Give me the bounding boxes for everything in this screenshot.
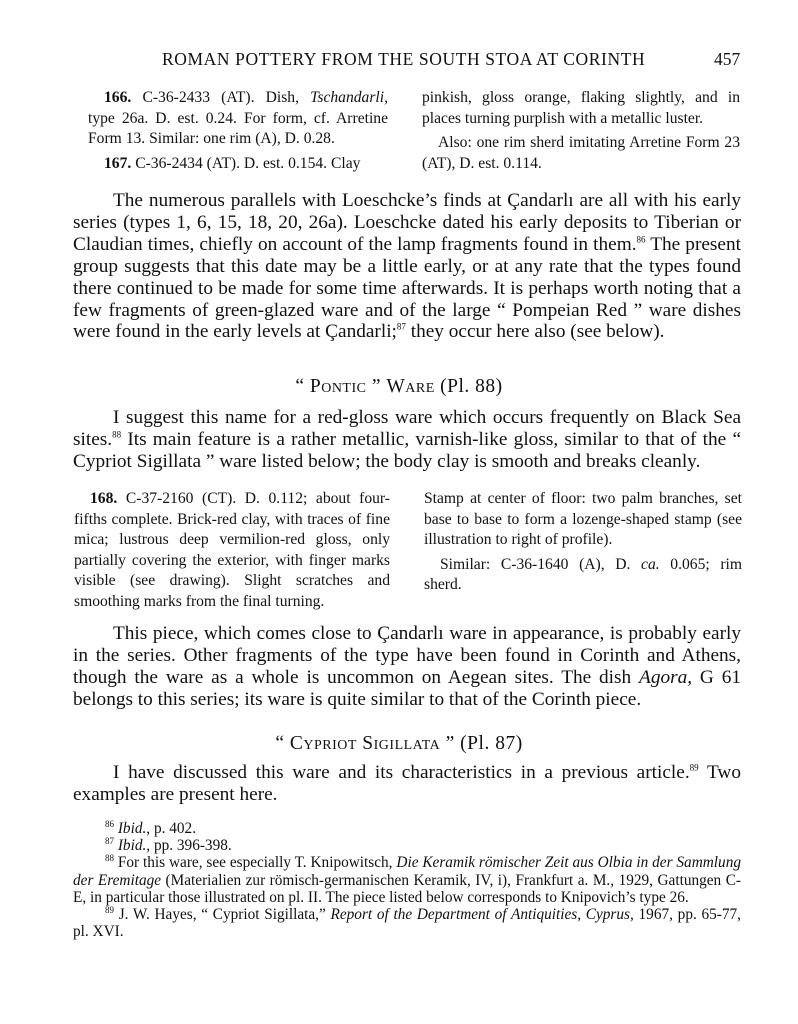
paragraph-2: I suggest this name for a red-gloss ware which occurs frequently on Black Sea sites.$^{88}$ Its main feature is a rather metallic, varnish-like gloss, similar to that of the “ Cypriot Sigillata ” ware listed below; the body clay is smooth and breaks cleanly. — [73, 407, 741, 472]
paragraph-3: This piece, which comes close to Çandarlı ware in appearance, is probably early in the series. Other fragments of the type have been found in Corinth and Athens, though the ware as a whole is uncommon on Aegean sites. The dish Agora, G 61 belongs to this series; its ware is quite similar to that of the Corinth piece. — [73, 623, 741, 710]
catalog-entry-166: 166. C-36-2433 (AT). Dish, Tschandarli, type 26a. D. est. 0.24. For form, cf. Arretine Form 13. Similar: one rim (A), D. 0.28. — [88, 89, 388, 148]
paragraph-4: I have discussed this ware and its characteristics in a previous article.$^{89}$ Two examples are present here. — [73, 762, 741, 805]
stamp-description: Stamp at center of floor: two palm branches, set base to base to form a lozenge-shaped stamp (see illustration to right of profile). — [424, 490, 742, 549]
section-heading-cypriot-sigillata: “ Cypriot Sigillata ” (Pl. 87) — [275, 733, 523, 754]
section-heading-pontic-ware: “ Pontic ” Ware (Pl. 88) — [295, 376, 503, 397]
footnote-ref-89: 89 — [689, 762, 699, 773]
footnote-88: $^{88}$ For this ware, see especially T. Knipowitsch, Die Keramik römischer Zeit aus Olbia in der Sammlung der Eremitage (Materialien zur römisch-germanischen Keramik, IV, i), Frankfurt a. M., 1929, Gattungen C-E, in particular those illustrated on pl. II. The piece listed below corresponds to Knipovich’s type 26. — [73, 853, 741, 906]
page-number: 457 — [714, 49, 741, 69]
catalog-entry-167-cont: pinkish, gloss orange, flaking slightly, and in places turning purplish with a metallic luster. — [422, 89, 740, 127]
running-title: ROMAN POTTERY FROM THE SOUTH STOA AT CORINTH — [162, 49, 646, 69]
catalog-entry-167: 167. C-36-2434 (AT). D. est. 0.154. Clay — [104, 154, 361, 172]
catalog-entry-168: 168. C-37-2160 (CT). D. 0.112; about four-fifths complete. Brick-red clay, with traces of fine mica; lustrous deep vermilion-red gloss, only partially covering the exterior, with finger marks visible (see drawing). Slight scratches and smoothing marks from the final turning. — [74, 490, 390, 610]
footnote-89: $^{89}$ J. W. Hayes, “ Cypriot Sigillata,” Report of the Department of Antiquities, Cyprus, 1967, pp. 65-77, pl. XVI. — [73, 904, 742, 941]
footnotes — [73, 820, 741, 940]
footnote-86: $^{86}$ Ibid., p. 402. — [105, 818, 197, 837]
running-header — [0, 49, 798, 73]
paragraph-1: The numerous parallels with Loeschcke’s finds at Çandarlı are all with his early series (types 1, 6, 15, 18, 20, 26a). Loeschcke dated his early deposits to Tiberian or Claudian times, chiefly on account of the lamp fragments found in them.$^{86}$ The present group suggests that this date may be a little early, or at any rate that the types found there continued to be made for some time afterwards. It is perhaps worth noting that a few fragments of green-glazed ware and of the large “ Pompeian Red ” ware dishes were found in the early levels at Çandarli;$^{87}$ they occur here also (see below). — [73, 190, 741, 343]
footnote-ref-88: 88 — [112, 429, 122, 440]
catalog-similar: Similar: C-36-1640 (A), D. ca. 0.065; rim sherd. — [424, 555, 742, 594]
footnote-87: $^{87}$ Ibid., pp. 396-398. — [105, 836, 232, 855]
catalog-top-right — [422, 88, 740, 174]
catalog-mid-right — [424, 489, 742, 596]
footnote-ref-86: 86 — [636, 234, 646, 245]
footnote-ref-87: 87 — [396, 322, 406, 333]
catalog-top-left — [88, 88, 388, 174]
catalog-also: Also: one rim sherd imitating Arretine Form 23 (AT), D. est. 0.114. — [422, 134, 740, 172]
catalog-mid-left — [74, 489, 390, 613]
